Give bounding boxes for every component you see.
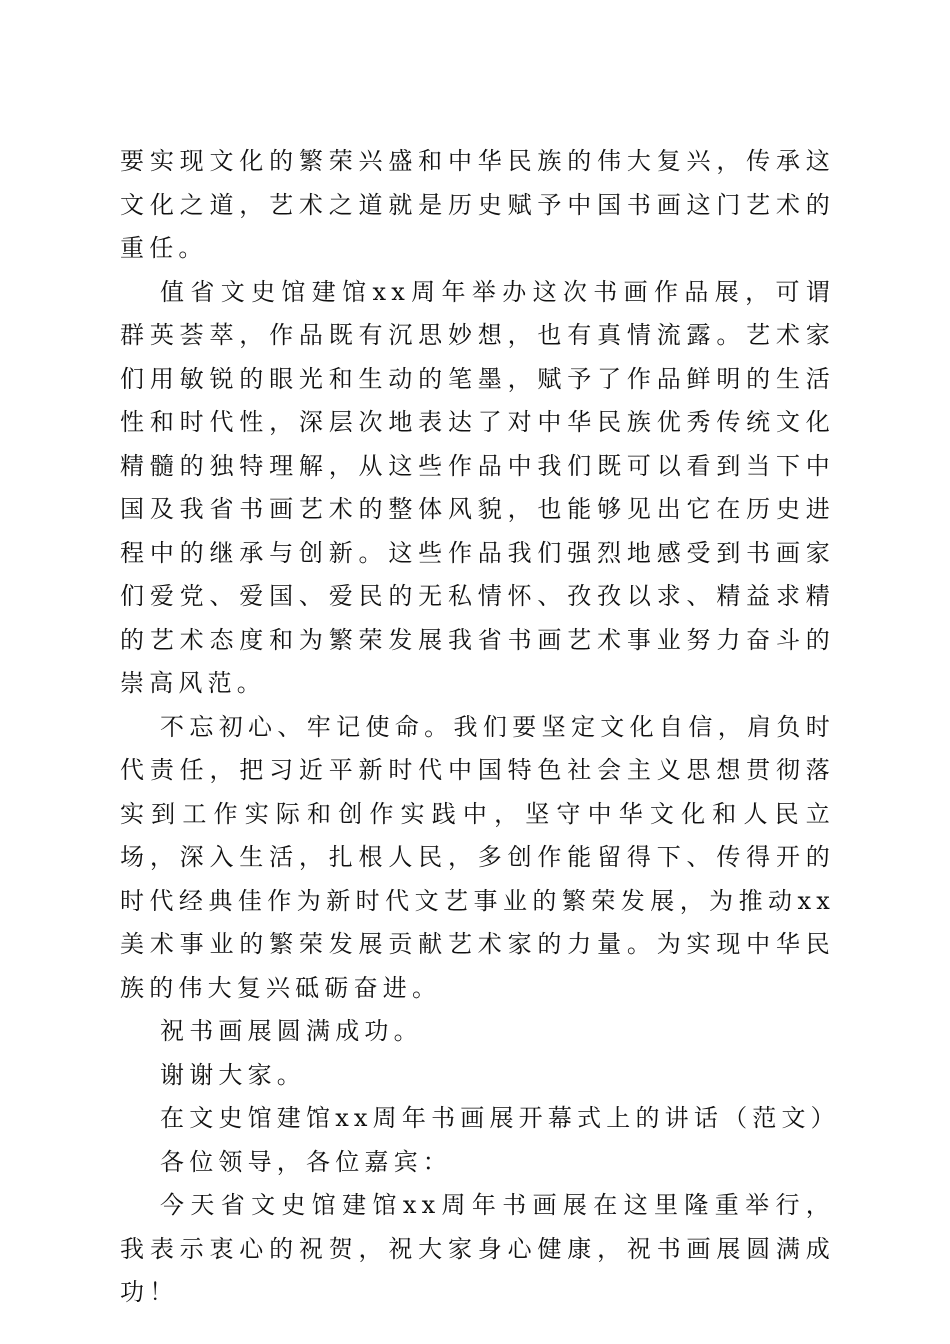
paragraph-4: 祝书画展圆满成功。 [160, 1017, 423, 1045]
document-body [120, 140, 840, 1315]
paragraph-7-salutation: 各位领导，各位嘉宾： [160, 1147, 452, 1176]
paragraph-6-speech-title: 在文史馆建馆xx周年书画展开幕式上的讲话（范文） [160, 1104, 840, 1132]
paragraph-1: 要实现文化的繁荣兴盛和中华民族的伟大复兴，传承这文化之道，艺术之道就是历史赋予中国书画这门艺术的重任。 [120, 147, 835, 262]
paragraph-2: 值省文史馆建馆xx周年举办这次书画作品展，可谓群英荟萃，作品既有沉思妙想，也有真情流露。艺术家们用敏锐的眼光和生动的笔墨，赋予了作品鲜明的生活性和时代性，深层次地表达了对中华民族优秀传统文化精髓的独特理解，从这些作品中我们既可以看到当下中国及我省书画艺术的整体风貌，也能够见出它在历史进程中的继承与创新。这些作品我们强烈地感受到书画家们爱党、爱国、爱民的无私情怀、孜孜以求、精益求精的艺术态度和为繁荣发展我省书画艺术事业努力奋斗的崇高风范。 [120, 277, 835, 697]
paragraph-5: 谢谢大家。 [160, 1060, 306, 1089]
paragraph-3: 不忘初心、牢记使命。我们要坚定文化自信，肩负时代责任，把习近平新时代中国特色社会主义思想贯彻落实到工作实际和创作实践中，坚守中华文化和人民立场，深入生活，扎根人民，多创作能留得下、传得开的时代经典佳作为新时代文艺事业的繁荣发展，为推动xx美术事业的繁荣发展贡献艺术家的力量。为实现中华民族的伟大复兴砥砺奋进。 [120, 712, 835, 1002]
paragraph-8: 今天省文史馆建馆xx周年书画展在这里隆重举行，我表示衷心的祝贺，祝大家身心健康，祝书画展圆满成功！ [120, 1191, 835, 1306]
